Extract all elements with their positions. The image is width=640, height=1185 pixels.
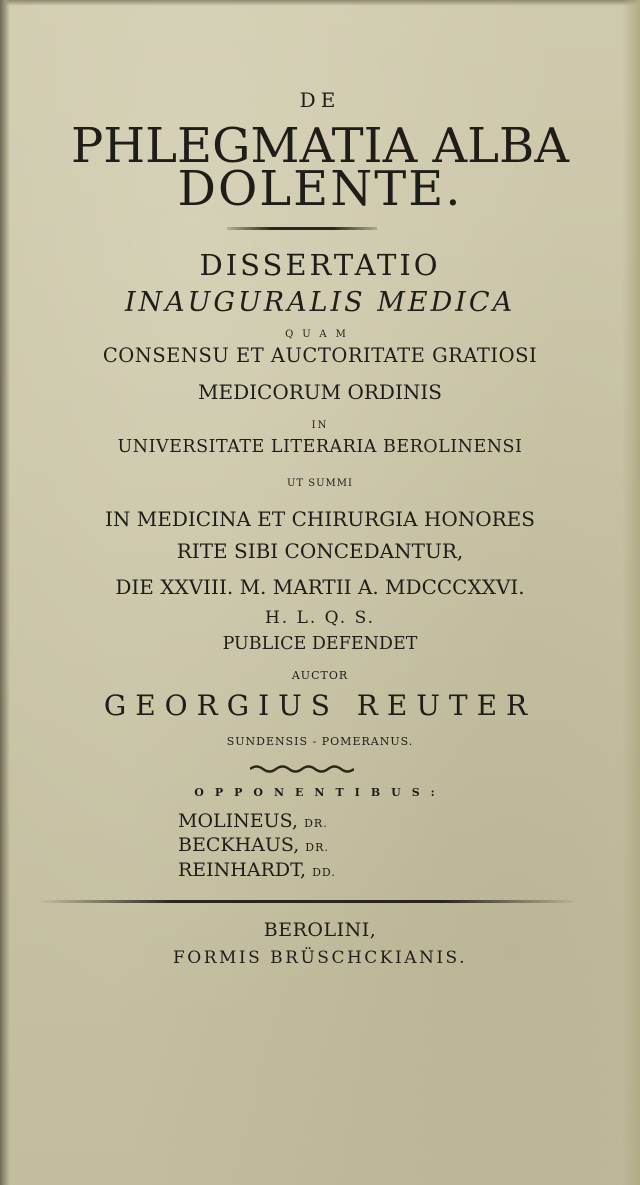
title-line-1: PHLEGMATIA ALBA bbox=[71, 118, 569, 174]
hlqs-text: H. L. Q. S. bbox=[264, 608, 376, 628]
consensu-text: CONSENSU ET AUCTORITATE GRATIOSI bbox=[102, 344, 538, 367]
quam-text: QUAM bbox=[285, 329, 355, 340]
opponent-degree: DD. bbox=[312, 866, 336, 879]
opponent-1 bbox=[178, 812, 328, 831]
page-top-edge bbox=[0, 0, 640, 6]
opponent-name: BECKHAUS, bbox=[178, 834, 300, 856]
auctor-text: AUCTOR bbox=[291, 669, 349, 682]
opponent-degree: DR. bbox=[305, 841, 329, 854]
wavy-ornament bbox=[250, 764, 354, 774]
opponent-name: MOLINEUS, bbox=[178, 810, 299, 832]
universitate-text: UNIVERSITATE LITERARIA BEROLINENSI bbox=[117, 437, 523, 457]
medicina-text: IN MEDICINA ET CHIRURGIA HONORES bbox=[105, 507, 535, 531]
inauguralis-heading: INAUGURALIS MEDICA bbox=[124, 287, 516, 318]
dissertatio-heading: DISSERTATIO bbox=[199, 248, 441, 282]
place-text: BEROLINI, bbox=[263, 919, 377, 941]
preposition-de: DE bbox=[299, 88, 341, 112]
medicorum-text: MEDICORUM ORDINIS bbox=[198, 380, 442, 404]
short-rule bbox=[227, 227, 377, 230]
opponent-3 bbox=[178, 861, 336, 880]
opponent-degree: DR. bbox=[304, 817, 328, 830]
publice-text: PUBLICE DEFENDET bbox=[222, 634, 418, 654]
opponentibus-heading: OPPONENTIBUS: bbox=[194, 786, 446, 799]
author-name: GEORGIUS REUTER bbox=[103, 689, 537, 722]
long-rule bbox=[38, 900, 578, 903]
ut-summi-text: UT SUMMI bbox=[287, 478, 353, 489]
opponent-2 bbox=[178, 836, 329, 855]
rite-text: RITE SIBI CONCEDANTUR, bbox=[176, 539, 464, 563]
date-text: DIE XXVIII. M. MARTII A. MDCCCXXVI. bbox=[115, 575, 525, 599]
author-origin: SUNDENSIS - POMERANUS. bbox=[226, 735, 414, 748]
opponent-name: REINHARDT, bbox=[178, 859, 307, 881]
in-text: IN bbox=[311, 420, 329, 431]
printer-text: FORMIS BRÜSCHCKIANIS. bbox=[172, 948, 468, 968]
title-line-2: DOLENTE. bbox=[177, 161, 463, 217]
